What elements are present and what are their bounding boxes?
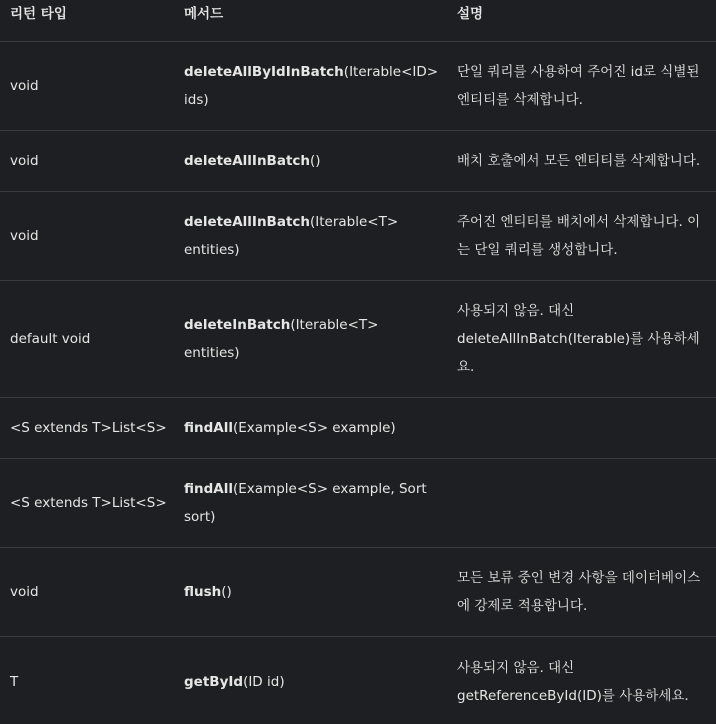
return-type-cell: void xyxy=(10,584,39,600)
table-row xyxy=(0,398,716,459)
method-name: getById xyxy=(184,673,244,690)
return-type-cell: void xyxy=(10,228,39,244)
method-name: deleteInBatch xyxy=(184,317,291,333)
method-name: findAll xyxy=(184,481,233,497)
table-row xyxy=(0,281,716,398)
method-cell xyxy=(174,414,447,442)
method-cell xyxy=(174,668,447,696)
description-cell: 배치 호출에서 모든 엔티티를 삭제합니다. xyxy=(457,153,701,169)
return-type-cell: default void xyxy=(10,331,91,347)
description-cell: 사용되지 않음. 대신 deleteAllInBatch(Iterable)를 사용하세요. xyxy=(457,303,700,375)
method-cell xyxy=(174,578,447,606)
method-name: flush xyxy=(184,584,222,600)
method-params: () xyxy=(221,584,232,600)
header-method: 메서드 xyxy=(184,6,224,22)
description-cell: 단일 쿼리를 사용하여 주어진 id로 식별된 엔티티를 삭제합니다. xyxy=(457,64,700,108)
return-type-cell: <S extends T>List<S> xyxy=(10,495,167,511)
table-row xyxy=(0,548,716,637)
method-cell xyxy=(174,311,447,367)
header-description: 설명 xyxy=(457,6,484,22)
method-cell xyxy=(174,475,447,531)
method-params: (Iterable<ID> ids) xyxy=(184,64,439,108)
return-type-cell: void xyxy=(10,153,39,169)
method-cell xyxy=(174,208,447,264)
table-row xyxy=(0,637,716,724)
method-params: (Iterable<T> entities) xyxy=(184,214,399,258)
table-row xyxy=(0,459,716,548)
method-name: deleteAllInBatch xyxy=(184,153,311,169)
table-row xyxy=(0,131,716,192)
method-name: findAll xyxy=(184,420,233,436)
method-params: (ID id) xyxy=(243,673,285,690)
method-cell xyxy=(174,58,447,114)
header-return-type: 리턴 타입 xyxy=(10,6,67,22)
return-type-cell: void xyxy=(10,78,39,94)
method-params: () xyxy=(310,153,321,169)
method-cell xyxy=(174,147,447,175)
method-params: (Example<S> example, Sort sort) xyxy=(184,481,427,525)
method-params: (Iterable<T> entities) xyxy=(184,317,379,361)
return-type-cell: T xyxy=(10,673,19,690)
description-cell: 모든 보류 중인 변경 사항을 데이터베이스에 강제로 적용합니다. xyxy=(457,570,701,614)
method-params: (Example<S> example) xyxy=(232,420,396,436)
return-type-cell: <S extends T>List<S> xyxy=(10,420,167,436)
table-row xyxy=(0,42,716,131)
method-name: deleteAllByIdInBatch xyxy=(184,64,344,80)
description-cell: 주어진 엔티티를 배치에서 삭제합니다. 이는 단일 쿼리를 생성합니다. xyxy=(457,214,701,258)
table-header xyxy=(0,0,716,42)
table-row xyxy=(0,192,716,281)
method-name: deleteAllInBatch xyxy=(184,214,311,230)
description-cell: 사용되지 않음. 대신 getReferenceById(ID)를 사용하세요. xyxy=(457,659,689,704)
